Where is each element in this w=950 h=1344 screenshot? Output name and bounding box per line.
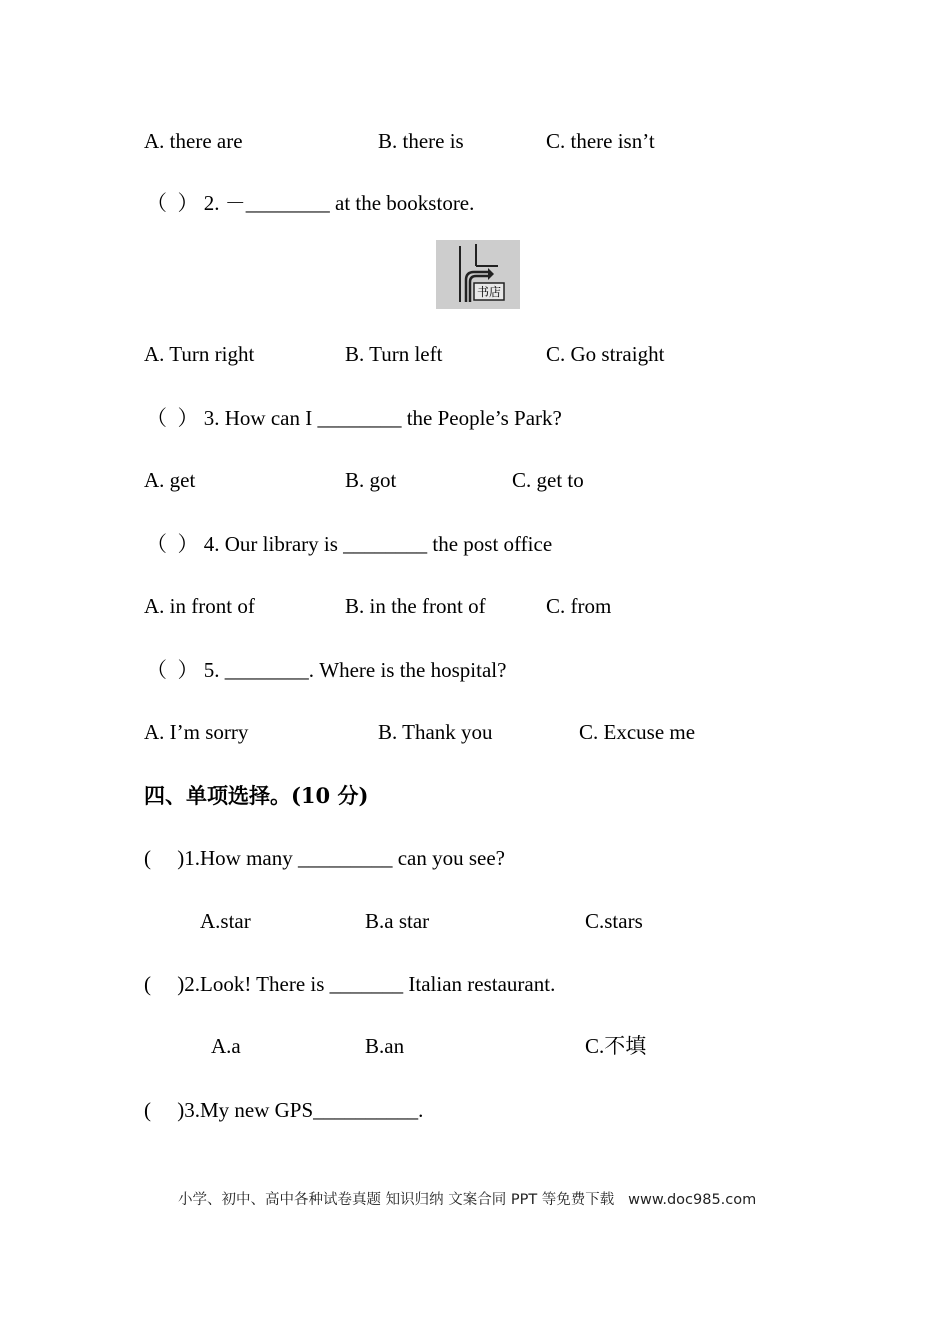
bookstore-direction-figure <box>436 240 520 309</box>
q5-stem: （ ） 5. ________. Where is the hospital? <box>146 658 507 682</box>
q3-option-c: C. get to <box>512 468 584 492</box>
q1-option-b: B. there is <box>378 129 464 153</box>
q5-option-c: C. Excuse me <box>579 720 696 744</box>
q2-option-c: C. Go straight <box>546 342 665 366</box>
s4-q2-option-b: B.an <box>365 1034 405 1058</box>
q5-option-a: A. I’m sorry <box>144 720 249 744</box>
s4-q1-option-a: A.star <box>200 909 251 933</box>
q2-option-a: A. Turn right <box>144 342 255 366</box>
q4-option-c: C. from <box>546 594 612 618</box>
s4-q3-stem: ( )3.My new GPS__________. <box>144 1098 424 1122</box>
q1-option-a: A. there are <box>144 129 243 153</box>
s4-q2-option-c: C.不填 <box>585 1034 647 1058</box>
q4-option-a: A. in front of <box>144 594 255 618</box>
s4-q1-option-c: C.stars <box>585 909 643 933</box>
q2-option-b: B. Turn left <box>345 342 443 366</box>
bookstore-sign-label: 书店 <box>476 285 502 299</box>
section-4-heading: 四、单项选择。(10 分) <box>144 783 369 808</box>
q4-option-b: B. in the front of <box>345 594 486 618</box>
footer-watermark: 小学、初中、高中各种试卷真题 知识归纳 文案合同 PPT 等免费下载 www.doc985.com <box>178 1192 757 1208</box>
q1-option-c: C. there isn’t <box>546 129 655 153</box>
s4-q1-option-b: B.a star <box>365 909 430 933</box>
q3-option-a: A. get <box>144 468 196 492</box>
q2-stem: （ ） 2. －________ at the bookstore. <box>146 191 475 215</box>
s4-q1-stem: ( )1.How many _________ can you see? <box>144 846 505 870</box>
s4-q2-stem: ( )2.Look! There is _______ Italian restaurant. <box>144 972 556 996</box>
q4-stem: （ ） 4. Our library is ________ the post office <box>146 532 553 556</box>
q3-option-b: B. got <box>345 468 397 492</box>
turn-right-arrow-icon <box>436 240 520 309</box>
q5-option-b: B. Thank you <box>378 720 493 744</box>
q3-stem: （ ） 3. How can I ________ the People’s Park? <box>146 406 562 430</box>
s4-q2-option-a: A.a <box>211 1034 241 1058</box>
